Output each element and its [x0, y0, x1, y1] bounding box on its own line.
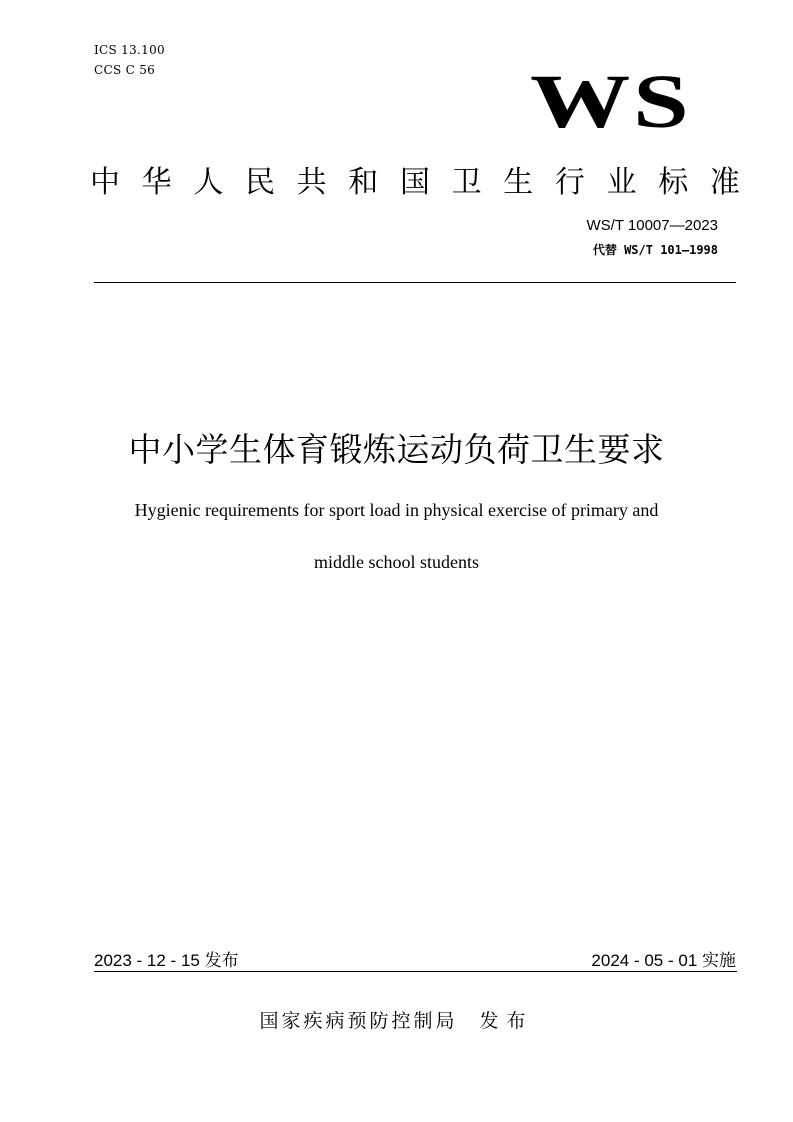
category-char: 标	[658, 165, 689, 200]
category-char: 华	[141, 165, 172, 200]
category-char: 人	[193, 165, 224, 200]
category-char: 行	[554, 165, 585, 200]
document-title-chinese	[0, 428, 793, 472]
classification-codes	[94, 40, 165, 80]
standard-number: WS/T 10007—2023	[586, 217, 718, 234]
category-char: 民	[244, 165, 275, 200]
document-title-english-line-2: middle school students	[314, 552, 479, 572]
footer-divider	[94, 971, 737, 972]
standard-category-title	[90, 163, 740, 203]
category-char: 卫	[451, 165, 482, 200]
ccs-code: CCS C 56	[94, 63, 156, 77]
category-char: 中	[90, 165, 120, 200]
ics-code: ICS 13.100	[94, 43, 165, 57]
publisher-organization: 国家疾病预防控制局	[259, 1010, 458, 1032]
title-cn-text: 中小学生体育锻炼运动负荷卫生要求	[128, 430, 665, 469]
category-char: 准	[709, 165, 740, 200]
publisher	[0, 1008, 793, 1034]
category-char: 国	[399, 165, 430, 200]
implementation-date: 2024 - 05 - 01 实施	[591, 951, 736, 970]
category-char: 生	[503, 165, 534, 200]
category-char: 和	[348, 165, 379, 200]
ws-logo: WS	[530, 60, 692, 144]
category-char: 业	[606, 165, 637, 200]
issue-date: 2023 - 12 - 15 发布	[94, 951, 239, 970]
replaced-standard: 代替 WS/T 101—1998	[592, 243, 718, 257]
publisher-action: 发布	[479, 1010, 534, 1032]
header-divider	[94, 282, 736, 283]
category-char: 共	[296, 165, 327, 200]
document-title-english-line-1: Hygienic requirements for sport load in physical exercise of primary and	[134, 500, 659, 520]
